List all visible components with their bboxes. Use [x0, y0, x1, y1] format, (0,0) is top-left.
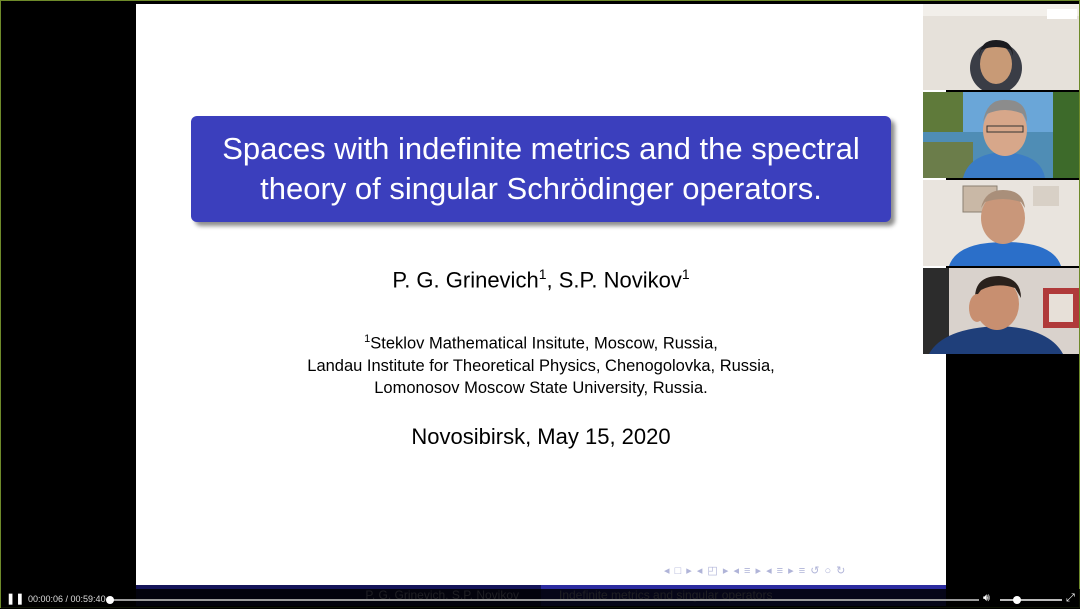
- participant-1-video: [923, 4, 1079, 90]
- author-2: S.P. Novikov: [558, 267, 682, 293]
- author-2-sup: 1: [681, 266, 690, 282]
- volume-icon[interactable]: 🔊︎: [983, 592, 990, 604]
- participant-3-video: [923, 180, 1079, 266]
- participant-tile-1[interactable]: [923, 4, 1079, 90]
- slide-place-date: Novosibirsk, May 15, 2020: [411, 424, 671, 449]
- progress-bar[interactable]: [109, 599, 979, 601]
- participant-tiles: [923, 4, 1079, 356]
- beamer-navigation-icons: ◂ □ ▸ ◂ ◰ ▸ ◂ ≡ ▸ ◂ ≡ ▸ ≡ ↺ ○ ↻: [664, 565, 847, 577]
- affiliation-line-2: Landau Institute for Theoretical Physics, Chenogolovka, Russia,: [307, 356, 775, 375]
- presentation-slide: [136, 4, 946, 606]
- time-readout: 00:00:06 / 00:59:40: [28, 594, 106, 604]
- author-1-sup: 1: [538, 266, 547, 282]
- fullscreen-icon[interactable]: ⤢: [1066, 592, 1075, 604]
- participant-2-video: [923, 92, 1079, 178]
- slide-title-box: [191, 116, 891, 222]
- participant-tile-4[interactable]: [923, 268, 1079, 354]
- slide-affiliations: [136, 328, 946, 399]
- affiliation-line-3: Lomonosov Moscow State University, Russia.: [374, 378, 708, 397]
- participant-4-video: [923, 268, 1079, 354]
- progress-handle[interactable]: [106, 596, 114, 604]
- volume-handle[interactable]: [1013, 596, 1021, 604]
- author-separator: ,: [546, 267, 559, 293]
- volume-slider[interactable]: [1000, 599, 1062, 601]
- participant-tile-3[interactable]: [923, 180, 1079, 266]
- participant-tile-2[interactable]: [923, 92, 1079, 178]
- slide-title: Spaces with indefinite metrics and the spectral theory of singular Schrödinger operators.: [222, 131, 860, 206]
- pause-icon[interactable]: ❚❚: [6, 593, 25, 605]
- player-controls: [1, 589, 1080, 609]
- author-1: P. G. Grinevich: [392, 267, 539, 293]
- affiliation-line-1: Steklov Mathematical Insitute, Moscow, Russia,: [370, 334, 718, 353]
- affiliation-sup: 1: [364, 333, 371, 345]
- slide-authors: [136, 266, 946, 293]
